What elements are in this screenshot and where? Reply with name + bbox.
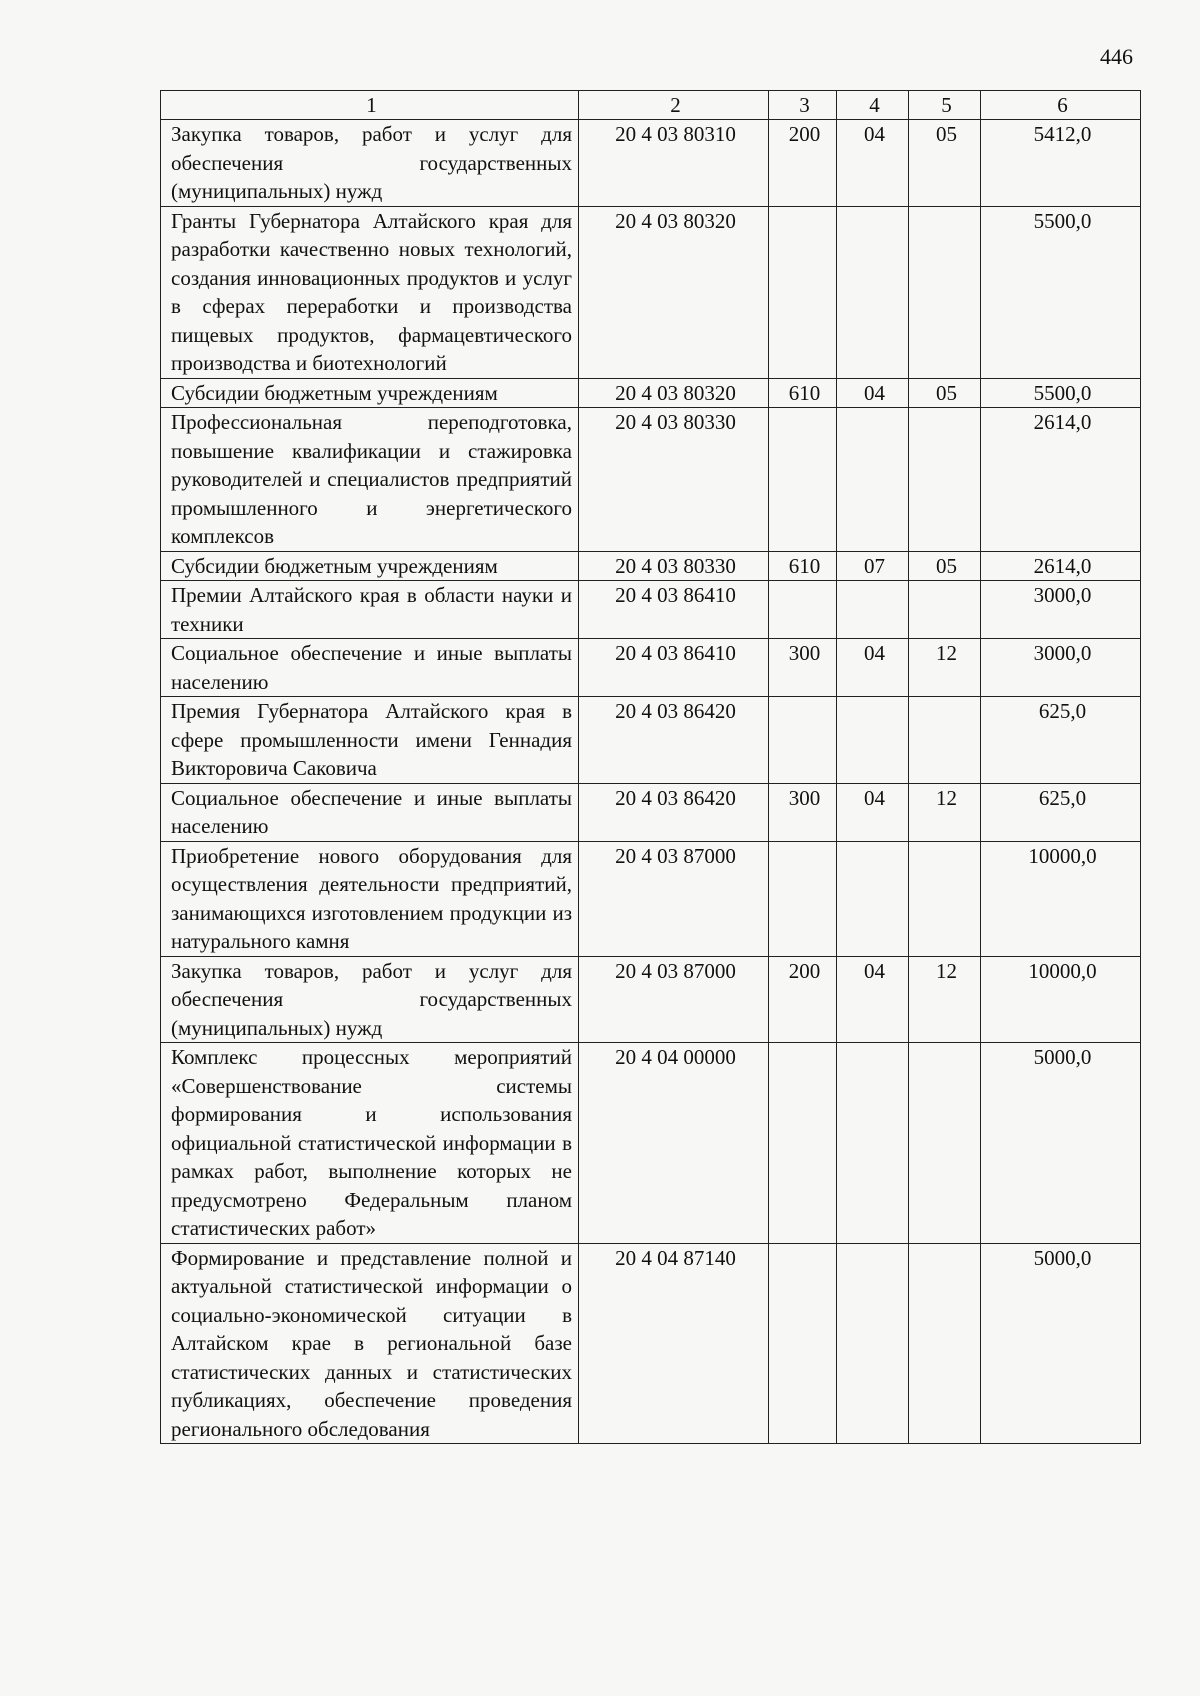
row-expense-type: 300	[769, 783, 837, 841]
row-section	[837, 1043, 909, 1244]
row-subsection: 05	[909, 378, 981, 408]
row-expense-type	[769, 1043, 837, 1244]
row-subsection	[909, 408, 981, 552]
row-expense-type	[769, 408, 837, 552]
row-subsection: 05	[909, 120, 981, 207]
header-col-6: 6	[981, 91, 1141, 120]
row-section: 04	[837, 956, 909, 1043]
row-code: 20 4 03 87000	[579, 956, 769, 1043]
row-name: Субсидии бюджетным учреждениям	[161, 551, 579, 581]
row-expense-type	[769, 206, 837, 378]
table-row	[161, 1043, 1141, 1244]
row-amount: 5500,0	[981, 378, 1141, 408]
row-expense-type: 300	[769, 639, 837, 697]
row-subsection	[909, 841, 981, 956]
row-amount: 5500,0	[981, 206, 1141, 378]
row-name: Премия Губернатора Алтайского края в сфере промышленности имени Геннадия Викторовича Саковича	[161, 697, 579, 784]
row-expense-type: 200	[769, 120, 837, 207]
row-expense-type: 200	[769, 956, 837, 1043]
table-row	[161, 581, 1141, 639]
row-subsection	[909, 1043, 981, 1244]
row-code: 20 4 04 00000	[579, 1043, 769, 1244]
row-amount: 10000,0	[981, 956, 1141, 1043]
row-subsection: 12	[909, 639, 981, 697]
row-subsection: 12	[909, 956, 981, 1043]
table-row	[161, 378, 1141, 408]
row-amount: 5000,0	[981, 1243, 1141, 1444]
row-code: 20 4 03 80320	[579, 206, 769, 378]
row-expense-type	[769, 581, 837, 639]
table-row	[161, 551, 1141, 581]
row-section	[837, 841, 909, 956]
table-row	[161, 120, 1141, 207]
row-code: 20 4 03 86420	[579, 697, 769, 784]
row-subsection	[909, 697, 981, 784]
row-section: 04	[837, 639, 909, 697]
header-col-2: 2	[579, 91, 769, 120]
header-row	[161, 91, 1141, 120]
row-section: 04	[837, 378, 909, 408]
row-name: Комплекс процессных мероприятий «Совершенствование системы формирования и использования официальной статистической информации в рамках работ, выполнение которых не предусмотрено Федеральным планом статистических работ»	[161, 1043, 579, 1244]
row-section	[837, 581, 909, 639]
row-subsection	[909, 1243, 981, 1444]
row-name: Социальное обеспечение и иные выплаты населению	[161, 639, 579, 697]
row-name: Формирование и представление полной и актуальной статистической информации о социально-экономической ситуации в Алтайском крае в региональной базе статистических данных и статистических публикациях, обеспечение проведения регионального обследования	[161, 1243, 579, 1444]
row-code: 20 4 04 87140	[579, 1243, 769, 1444]
table-row	[161, 206, 1141, 378]
row-name: Закупка товаров, работ и услуг для обеспечения государственных (муниципальных) нужд	[161, 120, 579, 207]
row-subsection	[909, 206, 981, 378]
row-code: 20 4 03 80320	[579, 378, 769, 408]
row-amount: 3000,0	[981, 581, 1141, 639]
row-amount: 5000,0	[981, 1043, 1141, 1244]
table-row	[161, 408, 1141, 552]
page-number: 446	[1100, 44, 1133, 69]
row-code: 20 4 03 86420	[579, 783, 769, 841]
table-row	[161, 639, 1141, 697]
row-section	[837, 206, 909, 378]
row-amount: 5412,0	[981, 120, 1141, 207]
row-amount: 625,0	[981, 697, 1141, 784]
row-code: 20 4 03 80330	[579, 551, 769, 581]
row-name: Субсидии бюджетным учреждениям	[161, 378, 579, 408]
row-amount: 625,0	[981, 783, 1141, 841]
row-section: 04	[837, 120, 909, 207]
table-row	[161, 841, 1141, 956]
row-expense-type: 610	[769, 551, 837, 581]
row-code: 20 4 03 86410	[579, 639, 769, 697]
row-amount: 10000,0	[981, 841, 1141, 956]
row-code: 20 4 03 80310	[579, 120, 769, 207]
row-subsection: 05	[909, 551, 981, 581]
row-name: Гранты Губернатора Алтайского края для разработки качественно новых технологий, создания инновационных продуктов и услуг в сферах переработки и производства пищевых продуктов, фармацевтического производства и биотехнологий	[161, 206, 579, 378]
row-name: Приобретение нового оборудования для осуществления деятельности предприятий, занимающихся изготовлением продукции из натурального камня	[161, 841, 579, 956]
row-expense-type	[769, 697, 837, 784]
row-expense-type	[769, 1243, 837, 1444]
header-col-1: 1	[161, 91, 579, 120]
row-section	[837, 697, 909, 784]
row-amount: 3000,0	[981, 639, 1141, 697]
row-code: 20 4 03 87000	[579, 841, 769, 956]
row-code: 20 4 03 80330	[579, 408, 769, 552]
header-col-3: 3	[769, 91, 837, 120]
row-name: Закупка товаров, работ и услуг для обеспечения государственных (муниципальных) нужд	[161, 956, 579, 1043]
row-name: Премии Алтайского края в области науки и техники	[161, 581, 579, 639]
budget-table	[160, 90, 1141, 1444]
row-expense-type	[769, 841, 837, 956]
row-amount: 2614,0	[981, 408, 1141, 552]
row-subsection: 12	[909, 783, 981, 841]
row-name: Социальное обеспечение и иные выплаты населению	[161, 783, 579, 841]
row-name: Профессиональная переподготовка, повышение квалификации и стажировка руководителей и специалистов предприятий промышленного и энергетического комплексов	[161, 408, 579, 552]
header-col-5: 5	[909, 91, 981, 120]
row-expense-type: 610	[769, 378, 837, 408]
row-section: 07	[837, 551, 909, 581]
row-section: 04	[837, 783, 909, 841]
table-row	[161, 956, 1141, 1043]
row-code: 20 4 03 86410	[579, 581, 769, 639]
table-row	[161, 783, 1141, 841]
table-row	[161, 697, 1141, 784]
header-col-4: 4	[837, 91, 909, 120]
row-amount: 2614,0	[981, 551, 1141, 581]
row-section	[837, 408, 909, 552]
row-section	[837, 1243, 909, 1444]
table-row	[161, 1243, 1141, 1444]
row-subsection	[909, 581, 981, 639]
